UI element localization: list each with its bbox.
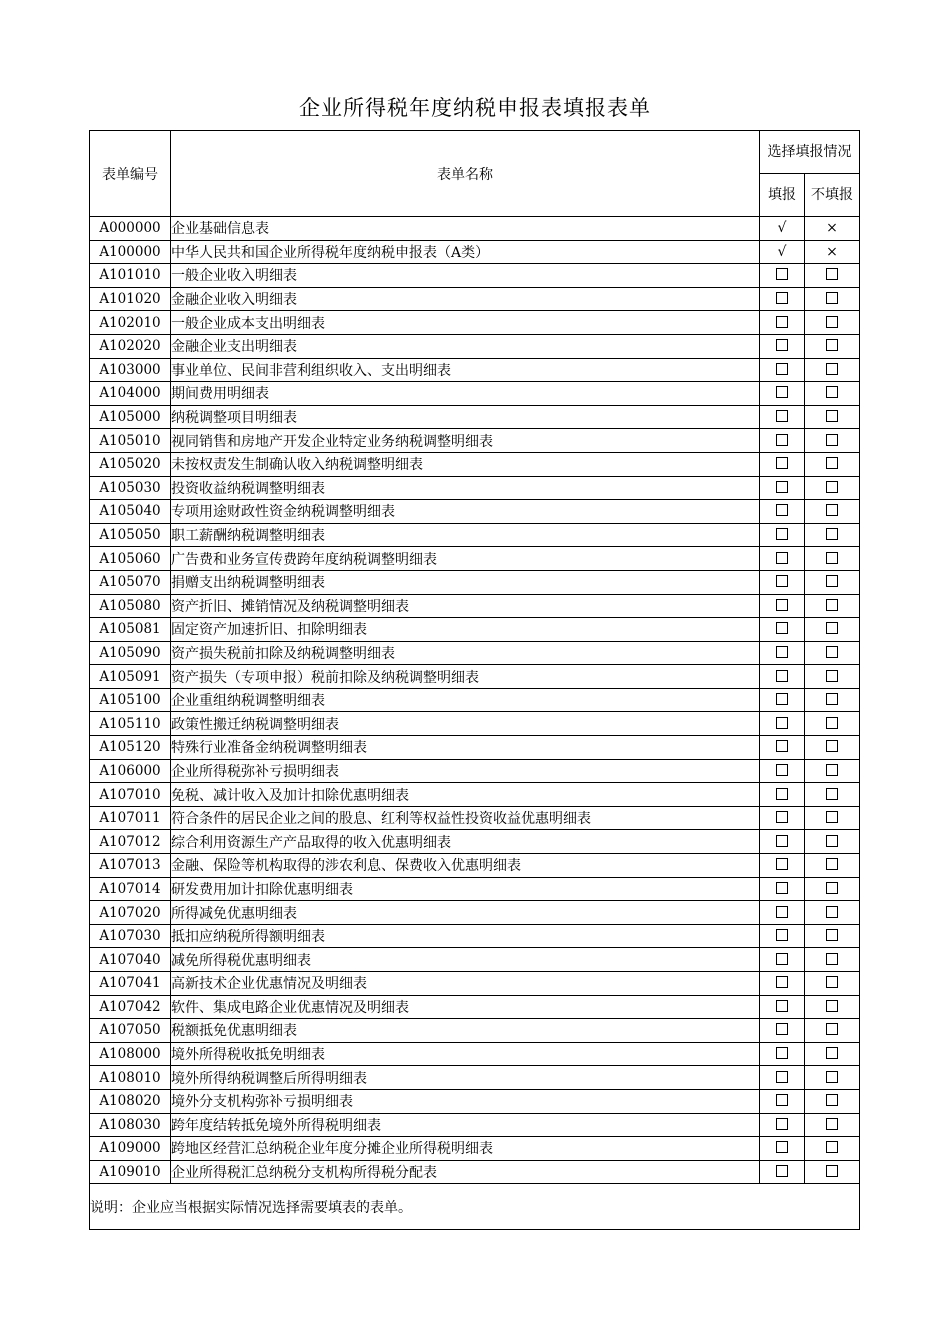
table-row	[90, 287, 860, 311]
not-fill-checkbox[interactable]	[805, 688, 860, 712]
checkbox-icon[interactable]	[776, 906, 788, 918]
fill-checkbox[interactable]	[760, 854, 805, 878]
checkbox-icon[interactable]	[776, 339, 788, 351]
fill-checkbox[interactable]	[760, 972, 805, 996]
form-name-cell: 资产损失（专项申报）税前扣除及纳税调整明细表	[171, 665, 760, 689]
form-code-cell: A105110	[90, 712, 171, 736]
checkbox-icon[interactable]	[776, 292, 788, 304]
table-row	[90, 665, 860, 689]
not-fill-checkbox[interactable]	[805, 1019, 860, 1043]
form-code-cell: A108010	[90, 1066, 171, 1090]
form-code-cell: A103000	[90, 358, 171, 382]
not-fill-checkbox[interactable]	[805, 311, 860, 335]
checkbox-icon[interactable]	[776, 882, 788, 894]
fill-checkbox[interactable]	[760, 1137, 805, 1161]
not-fill-checkbox[interactable]	[805, 1160, 860, 1184]
checkbox-icon[interactable]	[826, 457, 838, 469]
form-code-cell: A108000	[90, 1042, 171, 1066]
checkbox-icon[interactable]	[826, 1165, 838, 1177]
header-select-status: 选择填报情况	[760, 131, 860, 174]
not-fill-checkbox[interactable]	[805, 476, 860, 500]
form-name-cell: 软件、集成电路企业优惠情况及明细表	[171, 995, 760, 1019]
table-row	[90, 334, 860, 358]
checkbox-icon[interactable]	[776, 1000, 788, 1012]
form-name-cell: 跨年度结转抵免境外所得税明细表	[171, 1113, 760, 1137]
form-name-cell: 企业所得税汇总纳税分支机构所得税分配表	[171, 1160, 760, 1184]
table-row	[90, 618, 860, 642]
fill-checkbox[interactable]	[760, 618, 805, 642]
checkbox-icon[interactable]	[776, 1094, 788, 1106]
not-fill-checkbox[interactable]	[805, 806, 860, 830]
not-fill-checkbox[interactable]	[805, 783, 860, 807]
form-name-cell: 资产损失税前扣除及纳税调整明细表	[171, 641, 760, 665]
fill-checkbox[interactable]	[760, 1160, 805, 1184]
fill-checkbox[interactable]	[760, 806, 805, 830]
not-fill-checkbox[interactable]	[805, 1042, 860, 1066]
form-code-cell: A105080	[90, 594, 171, 618]
checkbox-icon[interactable]	[776, 1165, 788, 1177]
form-code-cell: A107040	[90, 948, 171, 972]
table-row	[90, 712, 860, 736]
not-fill-checkbox[interactable]	[805, 523, 860, 547]
fill-checkbox[interactable]	[760, 1113, 805, 1137]
checkbox-icon[interactable]	[776, 363, 788, 375]
fill-checkbox[interactable]: √	[760, 217, 805, 241]
checkbox-icon[interactable]	[776, 504, 788, 516]
table-row	[90, 240, 860, 264]
table-row	[90, 736, 860, 760]
checkbox-icon[interactable]	[826, 575, 838, 587]
checkbox-icon[interactable]	[826, 316, 838, 328]
checkbox-icon[interactable]	[826, 363, 838, 375]
form-name-cell: 专项用途财政性资金纳税调整明细表	[171, 500, 760, 524]
form-selection-table	[89, 130, 860, 1230]
checkbox-icon[interactable]	[776, 788, 788, 800]
fill-checkbox[interactable]	[760, 594, 805, 618]
header-form-code: 表单编号	[90, 131, 171, 217]
checkbox-icon[interactable]	[776, 858, 788, 870]
form-name-cell: 符合条件的居民企业之间的股息、红利等权益性投资收益优惠明细表	[171, 806, 760, 830]
form-code-cell: A101020	[90, 287, 171, 311]
form-code-cell: A106000	[90, 759, 171, 783]
header-fill: 填报	[760, 174, 805, 217]
checkbox-icon[interactable]	[826, 292, 838, 304]
checkbox-icon[interactable]	[776, 552, 788, 564]
footnote: 说明：企业应当根据实际情况选择需要填表的表单。	[90, 1184, 860, 1230]
checkbox-icon[interactable]	[776, 976, 788, 988]
table-row	[90, 995, 860, 1019]
not-fill-checkbox[interactable]	[805, 641, 860, 665]
not-fill-checkbox[interactable]: ×	[805, 217, 860, 241]
form-name-cell: 事业单位、民间非营利组织收入、支出明细表	[171, 358, 760, 382]
form-code-cell: A102020	[90, 334, 171, 358]
table-row	[90, 783, 860, 807]
checkbox-icon[interactable]	[826, 953, 838, 965]
form-name-cell: 视同销售和房地产开发企业特定业务纳税调整明细表	[171, 429, 760, 453]
checkbox-icon[interactable]	[826, 268, 838, 280]
table-row	[90, 1113, 860, 1137]
fill-checkbox[interactable]	[760, 665, 805, 689]
fill-checkbox[interactable]	[760, 405, 805, 429]
form-code-cell: A105060	[90, 547, 171, 571]
form-code-cell: A107011	[90, 806, 171, 830]
table-row	[90, 854, 860, 878]
form-code-cell: A105120	[90, 736, 171, 760]
not-fill-checkbox[interactable]	[805, 972, 860, 996]
form-code-cell: A105010	[90, 429, 171, 453]
fill-checkbox[interactable]	[760, 476, 805, 500]
not-fill-checkbox[interactable]	[805, 405, 860, 429]
form-code-cell: A105070	[90, 570, 171, 594]
checkbox-icon[interactable]	[776, 1118, 788, 1130]
form-code-cell: A107050	[90, 1019, 171, 1043]
form-name-cell: 纳税调整项目明细表	[171, 405, 760, 429]
checkbox-icon[interactable]	[826, 481, 838, 493]
form-code-cell: A105050	[90, 523, 171, 547]
fill-checkbox[interactable]	[760, 759, 805, 783]
not-fill-checkbox[interactable]	[805, 1113, 860, 1137]
checkbox-icon[interactable]	[826, 670, 838, 682]
table-row	[90, 382, 860, 406]
header-not-fill: 不填报	[805, 174, 860, 217]
checkbox-icon[interactable]	[776, 646, 788, 658]
header-form-name: 表单名称	[171, 131, 760, 217]
checkbox-icon[interactable]	[826, 811, 838, 823]
table-row	[90, 877, 860, 901]
checkbox-icon[interactable]	[826, 410, 838, 422]
checkbox-icon[interactable]	[776, 693, 788, 705]
not-fill-checkbox[interactable]	[805, 665, 860, 689]
table-row	[90, 452, 860, 476]
form-name-cell: 税额抵免优惠明细表	[171, 1019, 760, 1043]
checkbox-icon[interactable]	[826, 1118, 838, 1130]
form-code-cell: A108020	[90, 1089, 171, 1113]
not-fill-checkbox[interactable]	[805, 452, 860, 476]
fill-checkbox[interactable]	[760, 995, 805, 1019]
form-code-cell: A108030	[90, 1113, 171, 1137]
checkbox-icon[interactable]	[826, 1094, 838, 1106]
fill-checkbox[interactable]	[760, 429, 805, 453]
form-name-cell: 一般企业成本支出明细表	[171, 311, 760, 335]
form-code-cell: A107030	[90, 924, 171, 948]
fill-checkbox[interactable]	[760, 877, 805, 901]
not-fill-checkbox[interactable]	[805, 264, 860, 288]
table-row	[90, 1089, 860, 1113]
checkbox-icon[interactable]	[826, 386, 838, 398]
checkbox-icon[interactable]	[776, 1023, 788, 1035]
checkbox-icon[interactable]	[826, 434, 838, 446]
not-fill-checkbox[interactable]	[805, 500, 860, 524]
checkbox-icon[interactable]	[776, 622, 788, 634]
checkbox-icon[interactable]	[826, 1141, 838, 1153]
checkbox-icon[interactable]	[826, 1047, 838, 1059]
not-fill-checkbox[interactable]	[805, 594, 860, 618]
not-fill-checkbox[interactable]	[805, 1137, 860, 1161]
form-name-cell: 境外分支机构弥补亏损明细表	[171, 1089, 760, 1113]
checkbox-icon[interactable]	[826, 622, 838, 634]
fill-checkbox[interactable]	[760, 311, 805, 335]
checkbox-icon[interactable]	[776, 670, 788, 682]
fill-checkbox[interactable]	[760, 924, 805, 948]
checkbox-icon[interactable]	[826, 339, 838, 351]
not-fill-checkbox[interactable]	[805, 924, 860, 948]
table-row	[90, 830, 860, 854]
not-fill-checkbox[interactable]	[805, 570, 860, 594]
not-fill-checkbox[interactable]	[805, 547, 860, 571]
form-code-cell: A105040	[90, 500, 171, 524]
fill-checkbox[interactable]	[760, 287, 805, 311]
form-name-cell: 资产折旧、摊销情况及纳税调整明细表	[171, 594, 760, 618]
table-row	[90, 641, 860, 665]
table-row	[90, 688, 860, 712]
form-code-cell: A104000	[90, 382, 171, 406]
checkbox-icon[interactable]	[776, 953, 788, 965]
fill-checkbox[interactable]	[760, 783, 805, 807]
not-fill-checkbox[interactable]	[805, 712, 860, 736]
form-name-cell: 所得减免优惠明细表	[171, 901, 760, 925]
page-title: 企业所得税年度纳税申报表填报表单	[299, 96, 651, 120]
table-row	[90, 594, 860, 618]
table-row	[90, 547, 860, 571]
checkbox-icon[interactable]	[826, 976, 838, 988]
checkbox-icon[interactable]	[776, 410, 788, 422]
form-name-cell: 期间费用明细表	[171, 382, 760, 406]
form-name-cell: 跨地区经营汇总纳税企业年度分摊企业所得税明细表	[171, 1137, 760, 1161]
checkbox-icon[interactable]	[826, 504, 838, 516]
fill-checkbox[interactable]	[760, 358, 805, 382]
table-row	[90, 1019, 860, 1043]
form-code-cell: A105000	[90, 405, 171, 429]
fill-checkbox[interactable]: √	[760, 240, 805, 264]
fill-checkbox[interactable]	[760, 452, 805, 476]
not-fill-checkbox[interactable]	[805, 948, 860, 972]
checkbox-icon[interactable]	[776, 929, 788, 941]
form-name-cell: 金融企业支出明细表	[171, 334, 760, 358]
checkbox-icon[interactable]	[826, 764, 838, 776]
table-row	[90, 570, 860, 594]
form-name-cell: 企业基础信息表	[171, 217, 760, 241]
table-row	[90, 948, 860, 972]
table-row	[90, 264, 860, 288]
not-fill-checkbox[interactable]	[805, 334, 860, 358]
form-code-cell: A107014	[90, 877, 171, 901]
checkbox-icon[interactable]	[776, 835, 788, 847]
table-row	[90, 1160, 860, 1184]
checkbox-icon[interactable]	[776, 811, 788, 823]
not-fill-checkbox[interactable]	[805, 830, 860, 854]
fill-checkbox[interactable]	[760, 500, 805, 524]
form-code-cell: A109000	[90, 1137, 171, 1161]
checkbox-icon[interactable]	[776, 740, 788, 752]
table-row	[90, 924, 860, 948]
form-name-cell: 职工薪酬纳税调整明细表	[171, 523, 760, 547]
fill-checkbox[interactable]	[760, 570, 805, 594]
fill-checkbox[interactable]	[760, 1066, 805, 1090]
table-row	[90, 1042, 860, 1066]
fill-checkbox[interactable]	[760, 547, 805, 571]
not-fill-checkbox[interactable]: ×	[805, 240, 860, 264]
fill-checkbox[interactable]	[760, 523, 805, 547]
checkbox-icon[interactable]	[776, 481, 788, 493]
table-row	[90, 972, 860, 996]
fill-checkbox[interactable]	[760, 641, 805, 665]
fill-checkbox[interactable]	[760, 736, 805, 760]
table-row	[90, 217, 860, 241]
not-fill-checkbox[interactable]	[805, 1066, 860, 1090]
not-fill-checkbox[interactable]	[805, 1089, 860, 1113]
not-fill-checkbox[interactable]	[805, 759, 860, 783]
fill-checkbox[interactable]	[760, 1089, 805, 1113]
checkbox-icon[interactable]	[776, 764, 788, 776]
checkbox-icon[interactable]	[826, 693, 838, 705]
not-fill-checkbox[interactable]	[805, 736, 860, 760]
table-row	[90, 1066, 860, 1090]
checkbox-icon[interactable]	[826, 717, 838, 729]
checkbox-icon[interactable]	[826, 1000, 838, 1012]
fill-checkbox[interactable]	[760, 1042, 805, 1066]
form-name-cell: 企业所得税弥补亏损明细表	[171, 759, 760, 783]
fill-checkbox[interactable]	[760, 264, 805, 288]
table-row	[90, 405, 860, 429]
form-name-cell: 固定资产加速折旧、扣除明细表	[171, 618, 760, 642]
form-name-cell: 金融、保险等机构取得的涉农利息、保费收入优惠明细表	[171, 854, 760, 878]
form-code-cell: A107013	[90, 854, 171, 878]
table-row	[90, 901, 860, 925]
not-fill-checkbox[interactable]	[805, 995, 860, 1019]
checkbox-icon[interactable]	[826, 788, 838, 800]
checkbox-icon[interactable]	[776, 1071, 788, 1083]
form-code-cell: A105090	[90, 641, 171, 665]
checkbox-icon[interactable]	[776, 599, 788, 611]
checkbox-icon[interactable]	[826, 552, 838, 564]
fill-checkbox[interactable]	[760, 382, 805, 406]
fill-checkbox[interactable]	[760, 712, 805, 736]
form-code-cell: A105091	[90, 665, 171, 689]
not-fill-checkbox[interactable]	[805, 287, 860, 311]
form-code-cell: A107012	[90, 830, 171, 854]
form-name-cell: 研发费用加计扣除优惠明细表	[171, 877, 760, 901]
form-name-cell: 广告费和业务宣传费跨年度纳税调整明细表	[171, 547, 760, 571]
checkbox-icon[interactable]	[826, 835, 838, 847]
form-code-cell: A100000	[90, 240, 171, 264]
table-row	[90, 476, 860, 500]
form-code-cell: A109010	[90, 1160, 171, 1184]
table-row	[90, 311, 860, 335]
fill-checkbox[interactable]	[760, 334, 805, 358]
table-row	[90, 759, 860, 783]
not-fill-checkbox[interactable]	[805, 618, 860, 642]
table-row	[90, 806, 860, 830]
table-row	[90, 429, 860, 453]
form-code-cell: A000000	[90, 217, 171, 241]
not-fill-checkbox[interactable]	[805, 429, 860, 453]
form-name-cell: 抵扣应纳税所得额明细表	[171, 924, 760, 948]
form-code-cell: A107042	[90, 995, 171, 1019]
form-name-cell: 中华人民共和国企业所得税年度纳税申报表（A类）	[171, 240, 760, 264]
form-code-cell: A105020	[90, 452, 171, 476]
checkbox-icon[interactable]	[826, 1071, 838, 1083]
fill-checkbox[interactable]	[760, 830, 805, 854]
checkbox-icon[interactable]	[776, 1047, 788, 1059]
form-code-cell: A107010	[90, 783, 171, 807]
form-name-cell: 综合利用资源生产产品取得的收入优惠明细表	[171, 830, 760, 854]
checkbox-icon[interactable]	[826, 1023, 838, 1035]
checkbox-icon[interactable]	[776, 457, 788, 469]
checkbox-icon[interactable]	[826, 599, 838, 611]
table-row	[90, 500, 860, 524]
form-code-cell: A102010	[90, 311, 171, 335]
form-name-cell: 捐赠支出纳税调整明细表	[171, 570, 760, 594]
form-name-cell: 政策性搬迁纳税调整明细表	[171, 712, 760, 736]
checkbox-icon[interactable]	[826, 858, 838, 870]
form-name-cell: 未按权责发生制确认收入纳税调整明细表	[171, 452, 760, 476]
checkbox-icon[interactable]	[776, 575, 788, 587]
checkbox-icon[interactable]	[826, 528, 838, 540]
checkbox-icon[interactable]	[826, 882, 838, 894]
checkbox-icon[interactable]	[826, 906, 838, 918]
form-code-cell: A105030	[90, 476, 171, 500]
checkbox-icon[interactable]	[776, 316, 788, 328]
form-name-cell: 减免所得税优惠明细表	[171, 948, 760, 972]
not-fill-checkbox[interactable]	[805, 382, 860, 406]
fill-checkbox[interactable]	[760, 688, 805, 712]
checkbox-icon[interactable]	[776, 434, 788, 446]
checkbox-icon[interactable]	[776, 268, 788, 280]
checkbox-icon[interactable]	[776, 717, 788, 729]
form-name-cell: 企业重组纳税调整明细表	[171, 688, 760, 712]
form-name-cell: 特殊行业准备金纳税调整明细表	[171, 736, 760, 760]
checkbox-icon[interactable]	[776, 1141, 788, 1153]
table-row	[90, 523, 860, 547]
form-name-cell: 投资收益纳税调整明细表	[171, 476, 760, 500]
form-code-cell: A101010	[90, 264, 171, 288]
table-row	[90, 358, 860, 382]
checkbox-icon[interactable]	[776, 386, 788, 398]
not-fill-checkbox[interactable]	[805, 877, 860, 901]
form-name-cell: 境外所得税收抵免明细表	[171, 1042, 760, 1066]
form-code-cell: A105081	[90, 618, 171, 642]
checkbox-icon[interactable]	[826, 929, 838, 941]
checkbox-icon[interactable]	[776, 528, 788, 540]
checkbox-icon[interactable]	[826, 740, 838, 752]
fill-checkbox[interactable]	[760, 948, 805, 972]
checkbox-icon[interactable]	[826, 646, 838, 658]
table-row	[90, 1137, 860, 1161]
form-name-cell: 境外所得纳税调整后所得明细表	[171, 1066, 760, 1090]
form-name-cell: 高新技术企业优惠情况及明细表	[171, 972, 760, 996]
form-code-cell: A107041	[90, 972, 171, 996]
fill-checkbox[interactable]	[760, 901, 805, 925]
form-code-cell: A105100	[90, 688, 171, 712]
form-name-cell: 金融企业收入明细表	[171, 287, 760, 311]
fill-checkbox[interactable]	[760, 1019, 805, 1043]
not-fill-checkbox[interactable]	[805, 901, 860, 925]
not-fill-checkbox[interactable]	[805, 854, 860, 878]
not-fill-checkbox[interactable]	[805, 358, 860, 382]
form-name-cell: 免税、减计收入及加计扣除优惠明细表	[171, 783, 760, 807]
form-code-cell: A107020	[90, 901, 171, 925]
form-name-cell: 一般企业收入明细表	[171, 264, 760, 288]
